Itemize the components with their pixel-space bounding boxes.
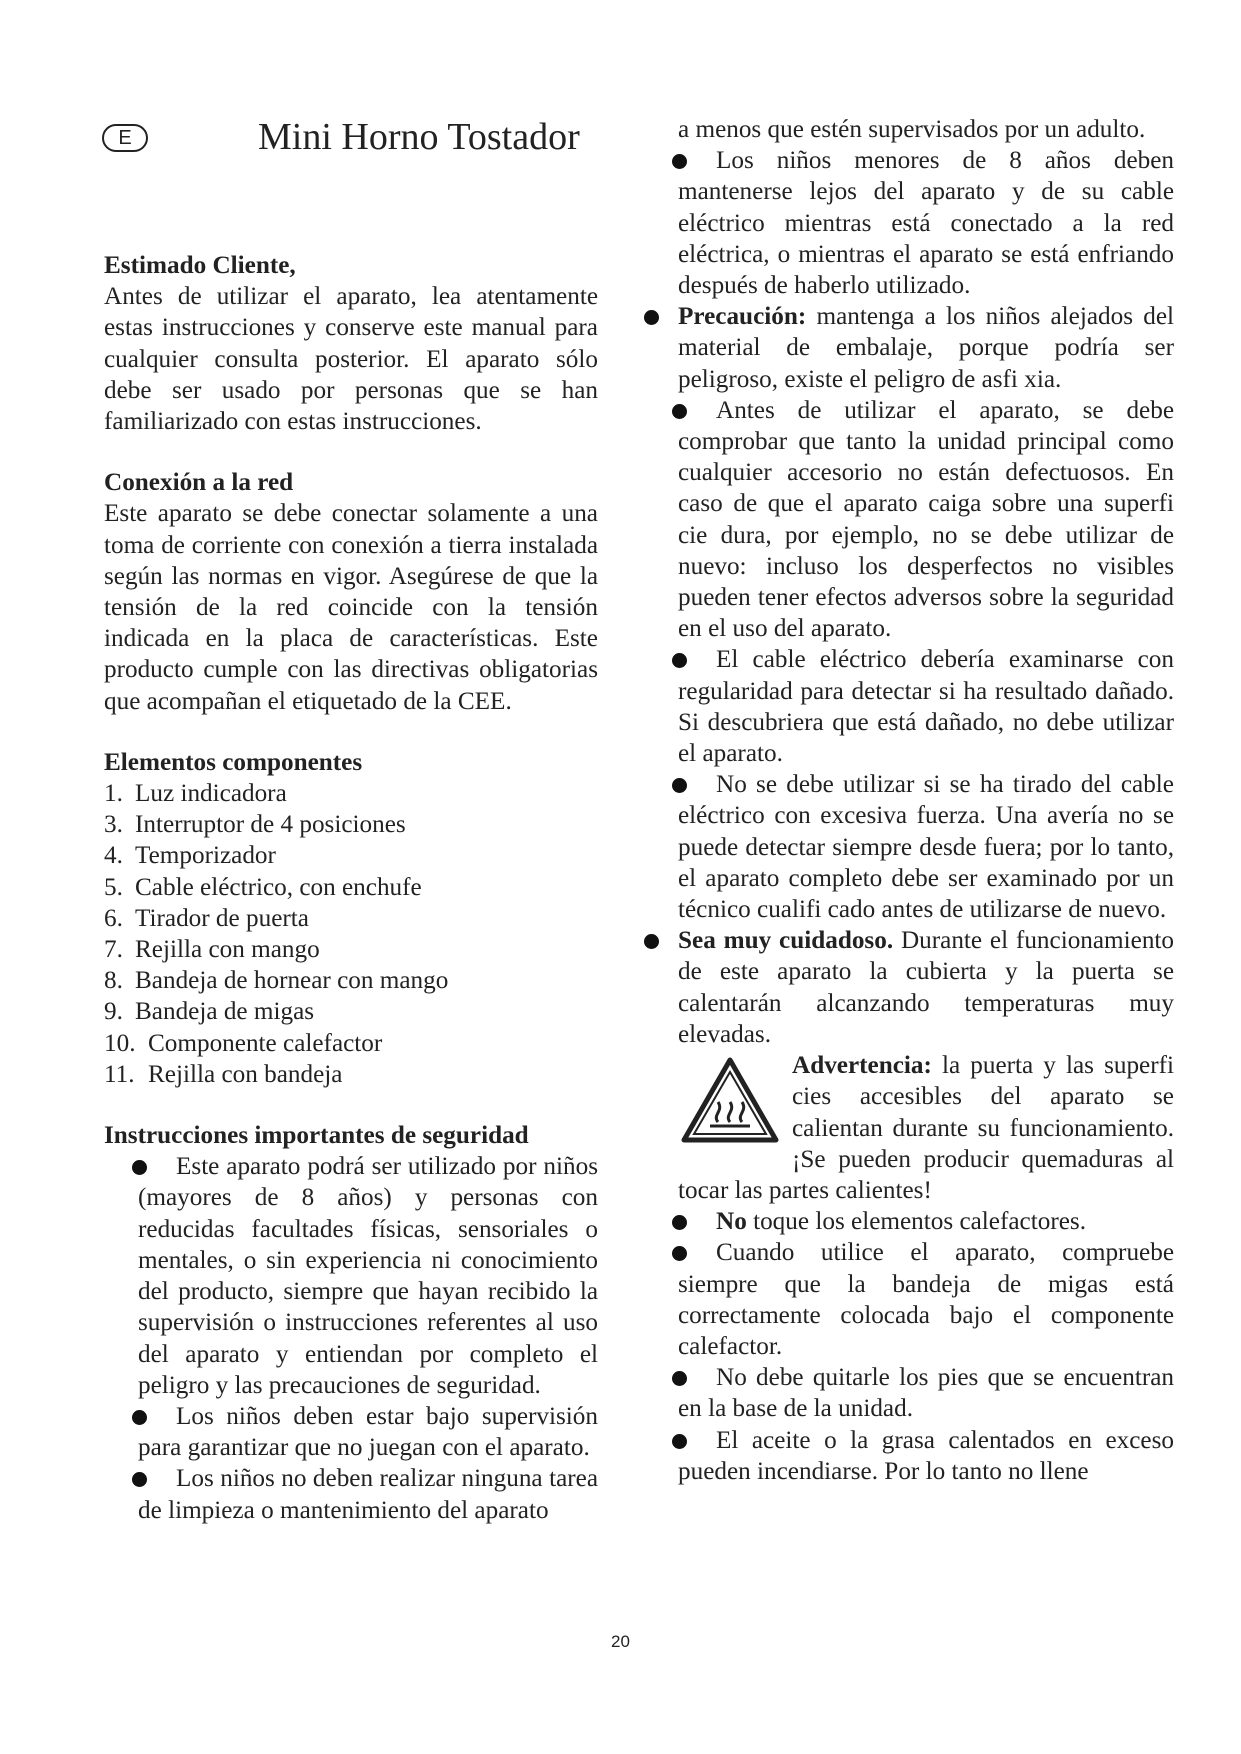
bullet-icon [672,404,687,419]
page-number: 20 [611,1632,630,1651]
warning-label: Advertencia: [792,1052,932,1080]
right-column [678,114,1174,1487]
safety-bullet: Antes de utilizar el aparato, se debe comprobar que tanto la unidad principal como cualquier accesorio no están defectuosos. En caso de que el aparato caiga sobre una superfi cie dura, por ejemplo, no se debe utilizar de nuevo: incluso los desperfectos no visibles pueden tener efectos adversos sobre la seguridad en el uso del aparato. [678,395,1174,645]
safety-bullet: El cable eléctrico debería examinarse con regularidad para detectar si ha resultado dañado. Si descubriera que está dañado, no debe utilizar el aparato. [678,644,1174,769]
language-badge: E [102,124,148,152]
page-title: Mini Horno Tostador [258,116,580,158]
left-column [104,250,598,1526]
safety-bullet: El aceite o la grasa calentados en exceso pueden incendiarse. Por lo tanto no llene [678,1425,1174,1487]
intro-heading: Estimado Cliente, [104,252,296,279]
intro-section [104,250,598,437]
intro-text: Antes de utilizar el aparato, lea atentamente estas instrucciones y conserve este manual para cualquier consulta posterior. El aparato sólo debe ser usado por personas que se han familiarizado con estas instrucciones. [104,283,598,436]
connection-section [104,467,598,717]
safety-bullet: Cuando utilice el aparato, compruebe siempre que la bandeja de migas está correctamente colocada bajo el componente calefactor. [678,1237,1174,1362]
bullet-icon [132,1410,147,1425]
hot-surface-warning-icon [680,1056,780,1144]
precaution-bullet: Precaución: mantenga a los niños alejados del material de embalaje, porque podría ser peligroso, existe el peligro de asfi xia. [678,301,1174,395]
list-item: 11. Rejilla con bandeja [104,1060,343,1088]
components-heading: Elementos componentes [104,748,363,776]
bullet-icon [672,1434,687,1449]
safety-section [104,1120,598,1526]
safety-bullet: Este aparato podrá ser utilizado por niños (mayores de 8 años) y personas con reducidas facultades físicas, sensoriales o mentales, o sin experiencia ni conocimiento del producto, siempre que hayan recibido la supervisión o instrucciones referentes al uso del aparato y entiendan por completo el peligro y las precauciones de seguridad. [138,1151,598,1401]
safety-bullet: No debe quitarle los pies que se encuentran en la base de la unidad. [678,1362,1174,1424]
warning-text: la puerta y las superfi cies accesibles del aparato se calientan durante su funcionamiento. ¡Se pueden producir quemaduras al tocar las partes calientes! [678,1052,1175,1204]
safety-bullet: Los niños menores de 8 años deben mantenerse lejos del aparato y de su cable eléctrico mientras está conectado a la red eléctrica, o mientras el aparato se está enfriando después de haberlo utilizado. [678,145,1174,301]
careful-bullet: Sea muy cuidadoso. Durante el funcionamiento de este aparato la cubierta y la puerta se calentarán alcanzando temperaturas muy elevadas. [678,925,1174,1050]
bullet-icon [644,934,659,949]
safety-bullet: Los niños no deben realizar ninguna tarea de limpieza o mantenimiento del aparato [138,1463,598,1525]
safety-bullet: Los niños deben estar bajo supervisión para garantizar que no juegan con el aparato. [138,1401,598,1463]
list-item: 6. Tirador de puerta [104,904,309,932]
components-list [104,778,598,1090]
list-item: 3. Interruptor de 4 posiciones [104,811,406,839]
list-item: 1. Luz indicadora [104,780,287,808]
safety-bullet: No toque los elementos calefactores. [678,1206,1174,1237]
connection-text: Este aparato se debe conectar solamente a una toma de corriente con conexión a tierra instalada según las normas en vigor. Asegúrese de que la tensión de la red coincide con la tensión indicada en la placa de características. Este producto cumple con las directivas obligatorias que acompañan el etiquetado de la CEE. [104,500,598,715]
list-item: 7. Rejilla con mango [104,936,320,964]
components-section [104,747,598,1090]
list-item: 10. Componente calefactor [104,1029,383,1057]
list-item: 5. Cable eléctrico, con enchufe [104,873,422,901]
connection-heading: Conexión a la red [104,469,294,497]
continuation-text: a menos que estén supervisados por un adulto. [678,116,1146,143]
list-item: 4. Temporizador [104,842,276,870]
safety-bullet: No se debe utilizar si se ha tirado del cable eléctrico con excesiva fuerza. Una avería no se puede detectar siempre desde fuera; por lo tanto, el aparato completo debe ser examinado por un técnico cualifi cado antes de utilizarse de nuevo. [678,769,1174,925]
list-item: 9. Bandeja de migas [104,998,315,1026]
bullet-icon [644,310,659,325]
safety-heading: Instrucciones importantes de seguridad [104,1122,529,1150]
list-item: 8. Bandeja de hornear con mango [104,967,449,995]
hot-surface-warning [678,1050,1174,1206]
